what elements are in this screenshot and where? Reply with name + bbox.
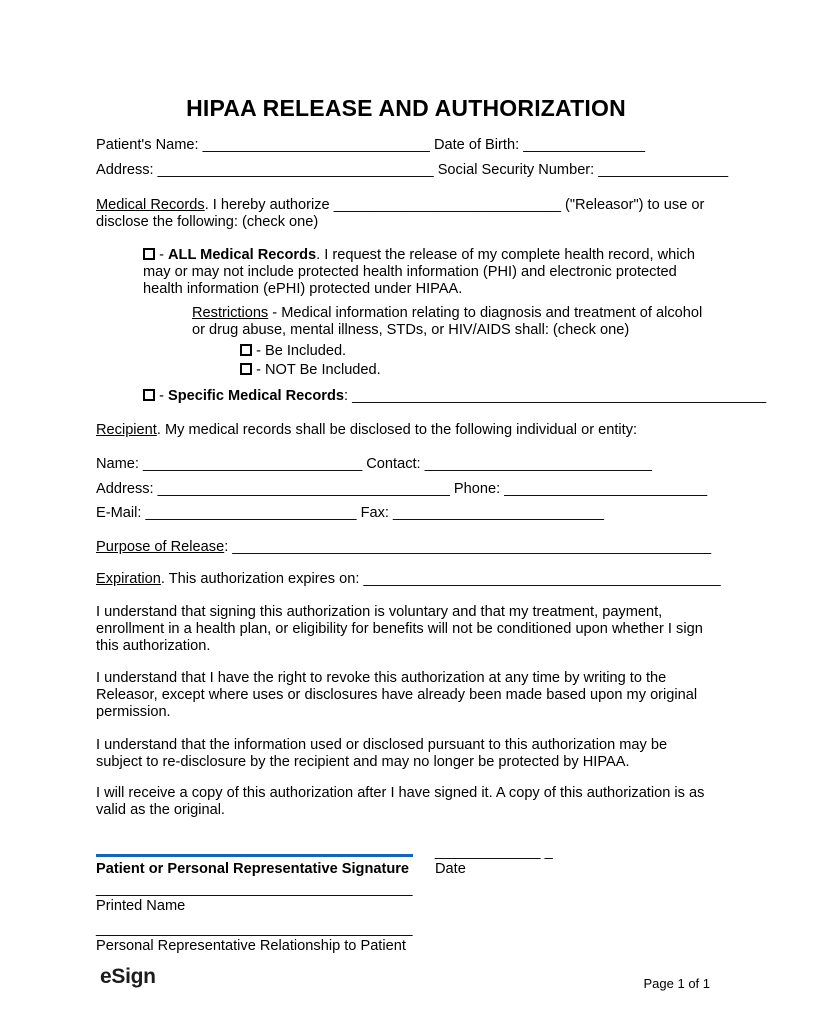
be-included-label: - Be Included.: [256, 343, 347, 359]
recipient-contact-label: Contact:: [366, 456, 421, 472]
recipient-heading: Recipient: [96, 422, 157, 438]
purpose-blank: ___________________________________________________________: [232, 539, 712, 555]
signature-label: Patient or Personal Representative Signature: [96, 861, 410, 877]
purpose-heading: Purpose of Release: [96, 539, 225, 555]
printed-name-field: [96, 881, 716, 915]
recipient-fax-label: Fax:: [360, 505, 389, 521]
colon: :: [344, 388, 349, 404]
page-indicator: Page 1 of 1: [643, 976, 710, 991]
expiration-text: . This authorization expires on:: [160, 571, 360, 587]
date-blank: _____________ _: [435, 844, 553, 860]
patient-name-blank: ____________________________: [202, 137, 430, 153]
recipient-name-row: [96, 456, 716, 473]
colon: :: [224, 539, 229, 555]
relationship-label: Personal Representative Relationship to Patient: [96, 938, 406, 954]
understanding-paragraph-3: I understand that the information used or disclosed pursuant to this authorization may be subject to re-disclosure by the recipient and may no longer be protected by HIPAA.: [96, 737, 668, 770]
all-medical-records-item: [143, 247, 716, 298]
address-label: Address:: [96, 162, 154, 178]
recipient-contact-blank: ____________________________: [424, 456, 652, 472]
recipient-address-row: [96, 481, 716, 498]
specific-medical-records-label: Specific Medical Records: [168, 388, 345, 404]
medical-records-text-after: ("Releasor") to use or disclose the following: (check one): [96, 197, 705, 230]
understanding-paragraph-2: I understand that I have the right to revoke this authorization at any time by writing to the Releasor, except where uses or disclosures have already been made based upon my original permission.: [96, 670, 698, 720]
recipient-email-label: E-Mail:: [96, 505, 142, 521]
relationship-field: [96, 921, 716, 955]
address-blank: __________________________________: [157, 162, 434, 178]
recipient-email-row: [96, 505, 716, 522]
specific-medical-records-blank: ___________________________________________________: [352, 388, 767, 404]
medical-records-heading: Medical Records: [96, 197, 205, 213]
dash: -: [159, 388, 164, 404]
restrictions-paragraph: [192, 305, 716, 339]
page-title: HIPAA RELEASE AND AUTHORIZATION: [186, 95, 626, 121]
signature-line[interactable]: [96, 854, 413, 878]
specific-medical-records-item: [143, 388, 767, 405]
not-be-included-label: - NOT Be Included.: [256, 362, 381, 378]
esign-logo: eSign: [100, 965, 156, 988]
dash: -: [159, 247, 164, 263]
address-row: [96, 162, 729, 179]
date-of-birth-blank: _______________: [523, 137, 645, 153]
not-be-included-item: [240, 362, 716, 379]
date-label: Date: [435, 861, 466, 877]
be-included-item: [240, 343, 716, 360]
medical-records-text: . I hereby authorize: [204, 197, 330, 213]
recipient-phone-label: Phone:: [453, 481, 501, 497]
releasor-blank: ____________________________: [333, 197, 561, 213]
patient-name-label: Patient's Name:: [96, 137, 199, 153]
recipient-name-blank: ___________________________: [143, 456, 363, 472]
restrictions-text: - Medical information relating to diagnosis and treatment of alcohol or drug abuse, mental illness, STDs, or HIV/AIDS shall: (check one): [192, 305, 703, 338]
recipient-fax-blank: __________________________: [393, 505, 605, 521]
recipient-text: . My medical records shall be disclosed to the following individual or entity:: [156, 422, 638, 438]
all-medical-records-checkbox[interactable]: [143, 248, 155, 260]
ssn-blank: ________________: [598, 162, 729, 178]
patient-row: [96, 137, 716, 154]
be-included-checkbox[interactable]: [240, 344, 252, 356]
recipient-paragraph: [96, 422, 716, 439]
expiration-row: [96, 571, 721, 588]
understanding-paragraph-4: I will receive a copy of this authorization after I have signed it. A copy of this authorization is as valid as the original.: [96, 785, 705, 818]
understanding-paragraph-1: I understand that signing this authorization is voluntary and that my treatment, payment, enrollment in a health plan, or eligibility for benefits will not be conditioned upon whether I sign this authorization.: [96, 604, 703, 654]
recipient-email-blank: __________________________: [145, 505, 357, 521]
printed-name-blank: _______________________________________: [96, 881, 413, 897]
relationship-blank: _______________________________________: [96, 921, 413, 937]
medical-records-paragraph: [96, 197, 716, 231]
printed-name-label: Printed Name: [96, 898, 186, 914]
date-field: [435, 844, 553, 878]
date-of-birth-label: Date of Birth:: [433, 137, 520, 153]
signature-section: [96, 844, 716, 878]
restrictions-heading: Restrictions: [192, 305, 269, 321]
recipient-address-label: Address:: [96, 481, 154, 497]
all-medical-records-text: . I request the release of my complete health record, which may or may not include protected health information (PHI) and electronic protected health information (ePHI) protected under HIPAA.: [143, 247, 695, 297]
recipient-phone-blank: _________________________: [504, 481, 708, 497]
expiration-blank: ____________________________________________: [363, 571, 721, 587]
recipient-address-blank: ____________________________________: [157, 481, 450, 497]
all-medical-records-label: ALL Medical Records: [168, 247, 317, 263]
specific-medical-records-checkbox[interactable]: [143, 389, 155, 401]
recipient-name-label: Name:: [96, 456, 139, 472]
not-be-included-checkbox[interactable]: [240, 363, 252, 375]
expiration-heading: Expiration: [96, 571, 161, 587]
purpose-row: [96, 539, 716, 556]
ssn-label: Social Security Number:: [437, 162, 595, 178]
